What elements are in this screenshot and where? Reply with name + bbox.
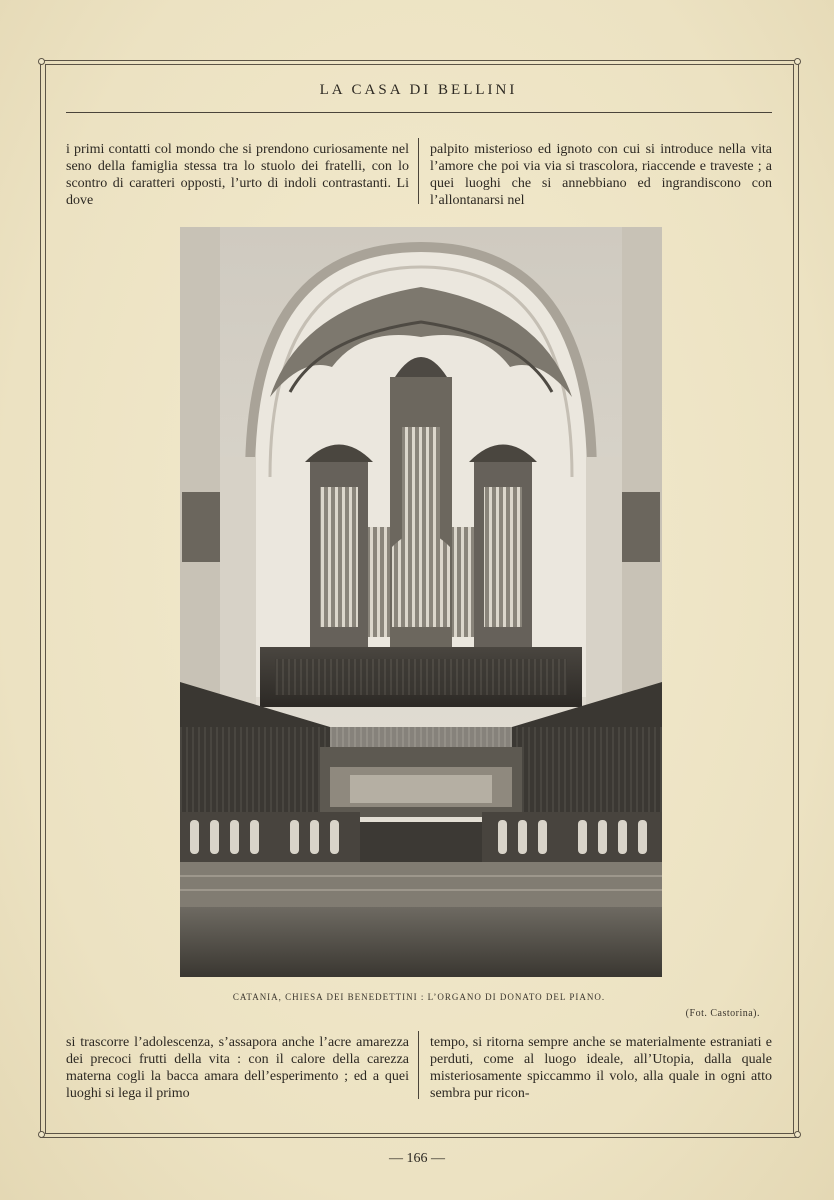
organ-photograph-drawing: [180, 227, 662, 977]
paragraph: palpito misterioso ed ignoto con cui si introduce nella vita l’amore che poi via via si trascolora, riaccende e traveste ; a quei luoghi che si annebbiano ed ingrandiscono con l’allontanarsi nel: [430, 142, 772, 208]
column-divider: [418, 138, 419, 204]
photo-credit: (Fot. Castorina).: [685, 1008, 760, 1019]
header-rule: [66, 112, 772, 113]
figure-caption: CATANIA, CHIESA DEI BENEDETTINI : L’ORGANO DI DONATO DEL PIANO.: [232, 992, 606, 1002]
paragraph: si trascorre l’adolescenza, s’assapora anche l’acre amarezza dei precoci frutti della vita : con il calore della carezza materna cogli la bacca amara dell’esperimento ; ed a quei luoghi si lega il primo: [66, 1035, 409, 1101]
frame-corner-ornament: [794, 1131, 801, 1138]
text-column-bottom-left: [66, 1034, 409, 1102]
paragraph: i primi contatti col mondo che si prendono curiosamente nel seno della famiglia stessa tra lo stuolo dei fratelli, con lo scontro di caratteri opposti, l’urto di indoli contrastanti. Li dove: [66, 142, 409, 208]
frame-corner-ornament: [38, 58, 45, 65]
organ-photograph: [180, 227, 662, 977]
running-head: LA CASA DI BELLINI: [319, 82, 518, 98]
text-column-top-left: [66, 141, 409, 209]
column-divider: [418, 1031, 419, 1099]
text-column-top-right: [430, 141, 772, 209]
text-column-bottom-right: [430, 1034, 772, 1102]
page-number: — 166 —: [389, 1151, 445, 1166]
frame-corner-ornament: [794, 58, 801, 65]
paragraph: tempo, si ritorna sempre anche se materialmente estraniati e perduti, come al luogo ideale, all’Utopia, dalla quale misteriosamente spiccammo il volo, alla quale in ogni atto sembra pur ricon-: [430, 1035, 772, 1101]
frame-corner-ornament: [38, 1131, 45, 1138]
